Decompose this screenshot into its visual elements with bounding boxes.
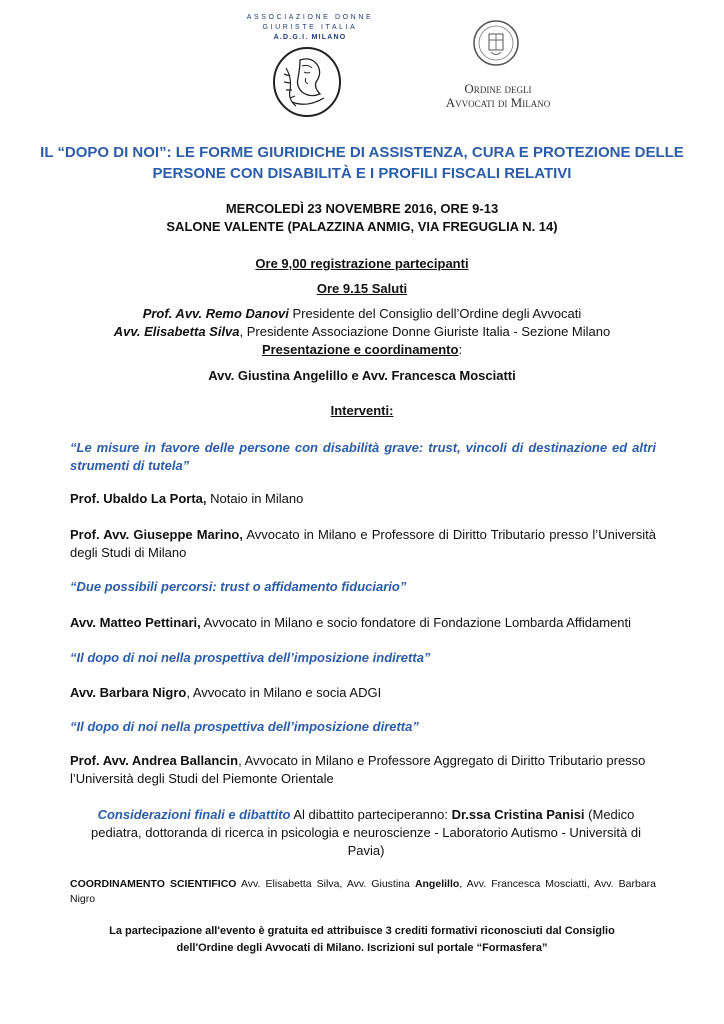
topic-4: “Il dopo di noi nella prospettiva dell’imposizione diretta”: [70, 719, 419, 734]
considerazioni-text: Al dibattito parteciperanno:: [290, 807, 452, 822]
ordine-seal-icon: [472, 18, 520, 68]
event-place: SALONE VALENTE (PALAZZINA ANMIG, VIA FREGUGLIA N. 14): [166, 219, 558, 234]
speaker-4-role: , Avvocato in Milano e socia ADGI: [186, 685, 382, 700]
adgi-line-1: ASSOCIAZIONE DONNE: [246, 14, 374, 21]
saluti-line-1: [40, 306, 684, 321]
speaker-2-role: Avvocato in Milano e Professore di Diritto Tributario presso l’Università degli Studi di Milano: [70, 527, 656, 560]
greetings-time: Ore 9.15 Saluti: [316, 281, 408, 296]
considerazioni-label: Considerazioni finali e dibattito: [97, 807, 291, 822]
event-date: MERCOLEDÌ 23 NOVEMBRE 2016, ORE 9-13: [225, 201, 499, 216]
speaker-1: [70, 490, 656, 508]
presentazione-label: Presentazione e coordinamento: [261, 342, 459, 357]
speaker-5-role: , Avvocato in Milano e Professore Aggregato di Diritto Tributario presso l’Università degli Studi del Piemonte Orientale: [70, 753, 646, 786]
ordine-name: [436, 82, 560, 110]
speaker-1-name: Prof. Ubaldo La Porta,: [70, 491, 207, 506]
saluti-1-name: Prof. Avv. Remo Danovi: [142, 306, 289, 321]
coordinamento-bold-name: Angelillo: [414, 878, 460, 890]
coordinatori: Avv. Giustina Angelillo e Avv. Francesca Mosciatti: [208, 368, 516, 383]
presentazione-suffix: :: [458, 342, 463, 357]
topic-1: “Le misure in favore delle persone con disabilità grave: trust, vincoli di destinazione ed altri strumenti di tutela”: [70, 440, 656, 473]
saluti-1-role: Presidente del Consiglio dell’Ordine degli Avvocati: [288, 306, 582, 321]
coordinamento-label: COORDINAMENTO SCIENTIFICO: [70, 878, 237, 890]
speaker-3: [70, 614, 656, 632]
considerazioni-role: (Medico pediatra, dottoranda di ricerca in psicologia e neuroscienze - Laboratorio Autismo - Università di Pavia): [91, 807, 641, 858]
ordine-line-2: Avvocati di Milano: [445, 95, 551, 110]
saluti-2-role: , Presidente Associazione Donne Giuriste Italia - Sezione Milano: [239, 324, 611, 339]
speaker-4: [70, 684, 656, 702]
adgi-line-3: A.D.G.I. MILANO: [273, 34, 347, 41]
interventi-heading: Interventi:: [330, 403, 394, 418]
speaker-5: [70, 752, 656, 788]
saluti-line-2: [40, 324, 684, 339]
adgi-line-2: GIURISTE ITALIA: [262, 24, 358, 31]
speaker-2: [70, 526, 656, 562]
coordinamento-scientifico: [70, 877, 656, 907]
presentazione-heading: [40, 342, 684, 357]
speaker-4-name: Avv. Barbara Nigro: [70, 685, 187, 700]
considerazioni-finali: [80, 806, 652, 860]
footer-note: La partecipazione all'evento è gratuita ed attribuisce 3 crediti formativi riconosciuti dal Consiglio dell'Ordine degli Avvocati di Milano. Iscrizioni sul portale “Formasfera”: [109, 925, 615, 954]
adgi-association-name: [230, 13, 390, 43]
speaker-2-name: Prof. Avv. Giuseppe Marino,: [70, 527, 243, 542]
speaker-1-role: Notaio in Milano: [206, 491, 304, 506]
coordinamento-text-1: Avv. Elisabetta Silva, Avv. Giustina: [236, 878, 415, 890]
ordine-line-1: Ordine degli: [464, 81, 532, 96]
page-title: IL “DOPO DI NOI”: LE FORME GIURIDICHE DI ASSISTENZA, CURA E PROTEZIONE DELLE PERSONE CON DISABILITÀ E I PROFILI FISCALI RELATIVI: [40, 144, 684, 182]
speaker-3-role: Avvocato in Milano e socio fondatore di Fondazione Lombarda Affidamenti: [200, 615, 631, 630]
topic-3: “Il dopo di noi nella prospettiva dell’imposizione indiretta”: [70, 650, 431, 665]
adgi-logo-icon: [272, 46, 342, 118]
topic-2: “Due possibili percorsi: trust o affidamento fiduciario”: [70, 579, 407, 594]
speaker-3-name: Avv. Matteo Pettinari,: [70, 615, 201, 630]
registration-time: Ore 9,00 registrazione partecipanti: [255, 256, 469, 271]
considerazioni-name: Dr.ssa Cristina Panisi: [451, 807, 585, 822]
saluti-2-name: Avv. Elisabetta Silva: [113, 324, 240, 339]
speaker-5-name: Prof. Avv. Andrea Ballancin: [70, 753, 239, 768]
coordinamento-text-2: , Avv. Francesca Mosciatti, Avv. Barbara Nigro: [70, 878, 657, 905]
